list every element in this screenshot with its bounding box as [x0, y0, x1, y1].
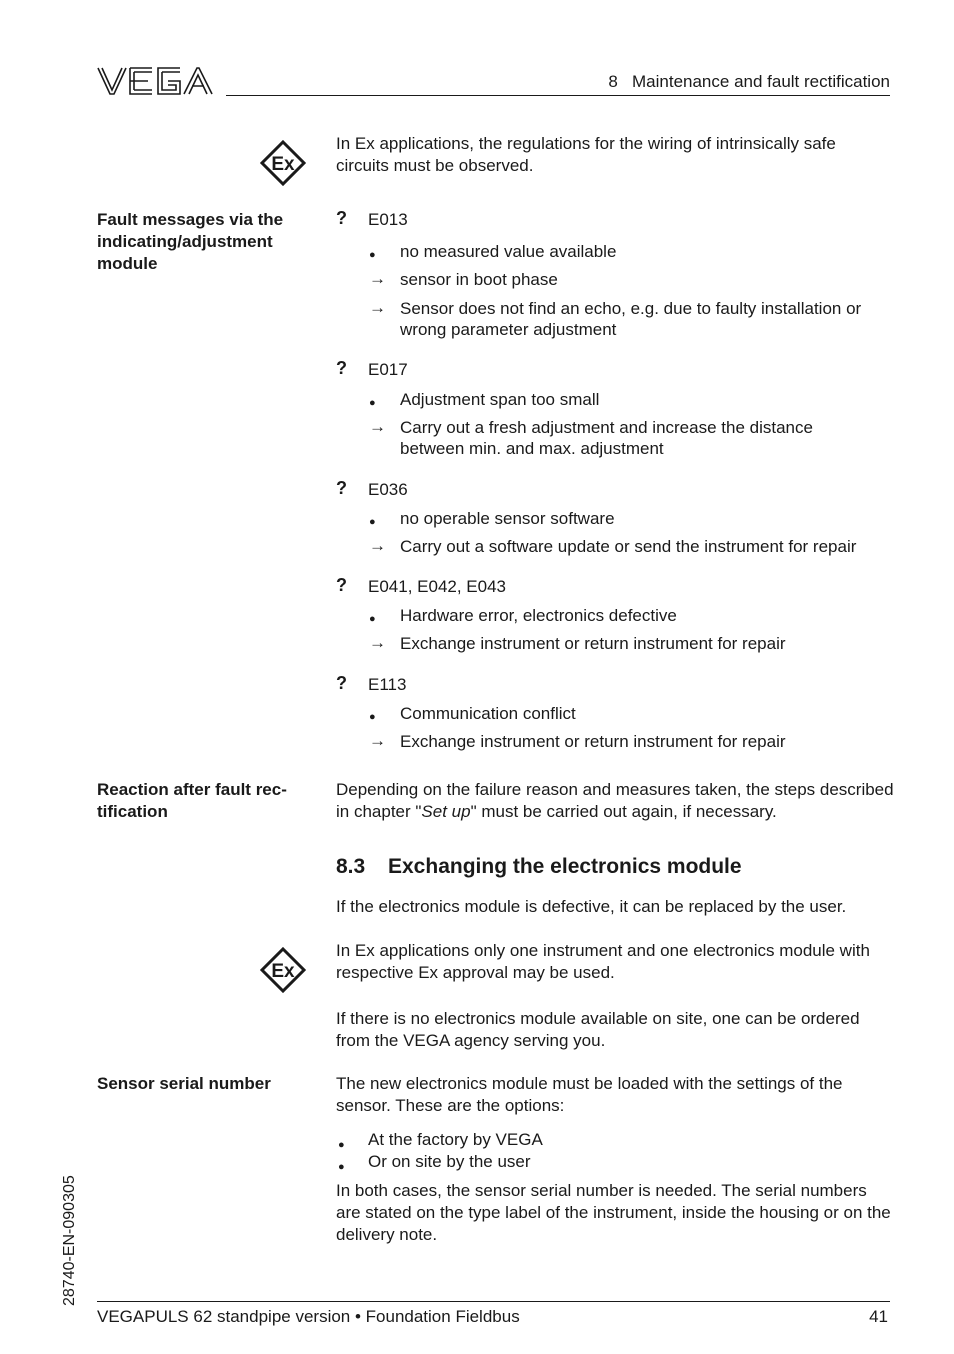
fault-cause: no operable sensor software [400, 509, 615, 528]
module-availability-note: If there is no electronics module available on site, one can be ordered from the VEGA agency serving you. [336, 1009, 860, 1050]
arrow-icon: → [369, 269, 386, 288]
ex-hazard-icon [260, 140, 306, 186]
set-up-link-text: Set up [421, 802, 471, 821]
question-mark-icon: ? [336, 673, 347, 693]
arrow-icon: → [369, 417, 386, 436]
fault-remedy: Carry out a fresh adjustment and increase the distance between min. and max. adjustment [400, 418, 813, 458]
arrow-icon: → [369, 536, 386, 555]
fault-cause: no measured value available [400, 242, 617, 261]
arrow-icon: → [369, 298, 386, 317]
bullet-icon: ● [338, 1161, 345, 1173]
fault-code: E036 [368, 480, 408, 499]
question-mark-icon: ? [336, 478, 347, 498]
serial-intro: The new electronics module must be loaded with the settings of the sensor. These are the options: [336, 1074, 843, 1115]
bullet-icon: ● [369, 711, 376, 723]
reaction-label: Reaction after fault rec-tification [97, 780, 287, 821]
fault-remedy: sensor in boot phase [400, 270, 558, 289]
fault-code: E013 [368, 210, 408, 229]
ex-hazard-icon [260, 947, 306, 993]
fault-code: E041, E042, E043 [368, 577, 507, 596]
fault-code: E017 [368, 360, 408, 379]
footer-product: VEGAPULS 62 standpipe version • Foundation Fieldbus [97, 1307, 520, 1326]
option-item: Or on site by the user [368, 1152, 531, 1171]
bullet-icon: ● [369, 397, 376, 409]
page-number: 41 [869, 1307, 888, 1326]
ex-icon-label: Ex [271, 154, 295, 175]
ex-wiring-note: In Ex applications, the regulations for the wiring of intrinsically safe circuits must be observed. [336, 134, 836, 175]
bullet-icon: ● [338, 1139, 345, 1151]
fault-remedy: Exchange instrument or return instrument for repair [400, 732, 786, 751]
footer-rule [97, 1301, 890, 1302]
bullet-icon: ● [369, 613, 376, 625]
ex-icon-label: Ex [271, 961, 295, 982]
fault-cause: Hardware error, electronics defective [400, 606, 677, 625]
question-mark-icon: ? [336, 575, 347, 595]
bullet-icon: ● [369, 249, 376, 261]
chapter-heading: 8 Maintenance and fault rectification [608, 72, 890, 91]
serial-closing: In both cases, the sensor serial number is needed. The serial numbers are stated on the type label of the instrument, inside the housing or on the delivery note. [336, 1181, 891, 1244]
arrow-icon: → [369, 633, 386, 652]
fault-cause: Communication conflict [400, 704, 576, 723]
serial-number-label: Sensor serial number [97, 1074, 271, 1093]
svg-text:28740-EN-090305: 28740-EN-090305 [61, 1175, 78, 1306]
document-number [44, 1158, 84, 1308]
reaction-text: Depending on the failure reason and measures taken, the steps described in chapter "Set up" must be carried out again, if necessary. [336, 780, 894, 821]
vega-logo [96, 64, 214, 98]
fault-remedy: Sensor does not find an echo, e.g. due to faulty installation or wrong parameter adjustment [400, 299, 862, 339]
question-mark-icon: ? [336, 358, 347, 378]
fault-remedy: Carry out a software update or send the instrument for repair [400, 537, 857, 556]
option-item: At the factory by VEGA [368, 1130, 543, 1149]
question-mark-icon: ? [336, 208, 347, 228]
header-rule [226, 95, 890, 96]
ex-approval-note: In Ex applications only one instrument and one electronics module with respective Ex approval may be used. [336, 941, 870, 982]
fault-remedy: Exchange instrument or return instrument for repair [400, 634, 786, 653]
section-heading: 8.3 Exchanging the electronics module [336, 855, 742, 878]
fault-messages-label: Fault messages via the indicating/adjustment module [97, 210, 284, 273]
bullet-icon: ● [369, 516, 376, 528]
fault-cause: Adjustment span too small [400, 390, 600, 409]
arrow-icon: → [369, 731, 386, 750]
section-intro: If the electronics module is defective, it can be replaced by the user. [336, 897, 847, 916]
fault-code: E113 [368, 675, 407, 694]
